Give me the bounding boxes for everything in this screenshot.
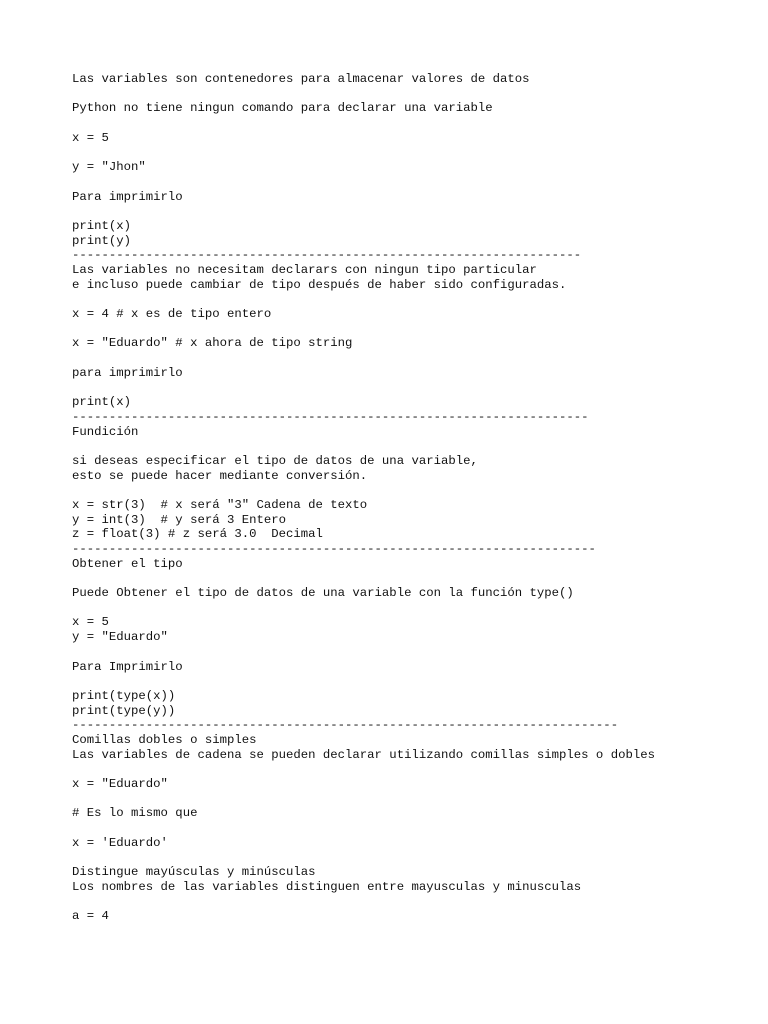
text-line: Las variables son contenedores para almacenar valores de datos [72, 72, 530, 86]
text-line: Las variables de cadena se pueden declarar utilizando comillas simples o dobles [72, 747, 655, 762]
blank-line [72, 116, 752, 131]
text-line: print(y) [72, 233, 132, 248]
text-line: print(x) [72, 218, 132, 233]
text-line: Los nombres de las variables distinguen entre mayusculas y minusculas [72, 879, 582, 894]
blank-line [72, 762, 752, 777]
blank-line [72, 674, 752, 689]
blank-line [72, 292, 752, 307]
blank-line [72, 175, 752, 190]
blank-line [72, 792, 752, 807]
blank-line [72, 87, 752, 102]
text-line: x = 4 # x es de tipo entero [72, 307, 272, 321]
blank-line [72, 821, 752, 836]
text-line: e incluso puede cambiar de tipo después de haber sido configuradas. [72, 277, 567, 292]
blank-line [72, 483, 752, 498]
blank-line [72, 204, 752, 219]
text-line: si deseas especificar el tipo de datos de una variable, [72, 453, 478, 468]
text-line: print(type(x)) [72, 688, 176, 703]
text-line: Para imprimirlo [72, 189, 183, 204]
text-line: Las variables no necesitam declarars con ningun tipo particular [72, 262, 537, 277]
text-line: y = "Eduardo" [72, 630, 168, 645]
text-line: Distingue mayúsculas y minúsculas [72, 865, 316, 880]
blank-line [72, 380, 752, 395]
text-line: x = "Eduardo" # x ahora de tipo string [72, 336, 353, 351]
blank-line [72, 645, 752, 660]
blank-line [72, 601, 752, 616]
blank-line [72, 850, 752, 865]
text-line: Puede Obtener el tipo de datos de una variable con la función type() [72, 586, 574, 601]
text-line: z = float(3) # z será 3.0 Decimal [72, 527, 323, 542]
blank-line [72, 322, 752, 337]
text-line: x = str(3) # x será "3" Cadena de texto [72, 497, 368, 512]
separator-line: -------------------------------------------------------------------------- [72, 718, 619, 733]
text-line: Obtener el tipo [72, 556, 183, 571]
text-line: Fundición [72, 424, 139, 439]
separator-line: --------------------------------------------------------------------- [72, 248, 582, 263]
separator-line: ---------------------------------------------------------------------- [72, 409, 589, 424]
text-line: print(x) [72, 395, 132, 410]
text-line: Para Imprimirlo [72, 659, 183, 674]
blank-line [72, 895, 752, 910]
text-line: x = "Eduardo" [72, 777, 168, 791]
blank-line [72, 571, 752, 586]
separator-line: ----------------------------------------------------------------------- [72, 542, 596, 556]
text-line: esto se puede hacer mediante conversión. [72, 468, 368, 483]
text-line: Comillas dobles o simples [72, 732, 257, 747]
text-line: a = 4 [72, 909, 109, 924]
blank-line [72, 439, 752, 454]
text-line: print(type(y)) [72, 703, 176, 718]
text-line: x = 5 [72, 130, 109, 145]
text-line: para imprimirlo [72, 365, 183, 380]
document-page [72, 72, 752, 924]
text-line: Python no tiene ningun comando para declarar una variable [72, 101, 493, 116]
text-line: y = "Jhon" [72, 160, 146, 175]
text-line: x = 5 [72, 615, 109, 630]
text-line: # Es lo mismo que [72, 806, 198, 821]
text-line: y = int(3) # y será 3 Entero [72, 512, 287, 527]
blank-line [72, 145, 752, 160]
blank-line [72, 351, 752, 366]
text-line: x = 'Eduardo' [72, 835, 168, 850]
